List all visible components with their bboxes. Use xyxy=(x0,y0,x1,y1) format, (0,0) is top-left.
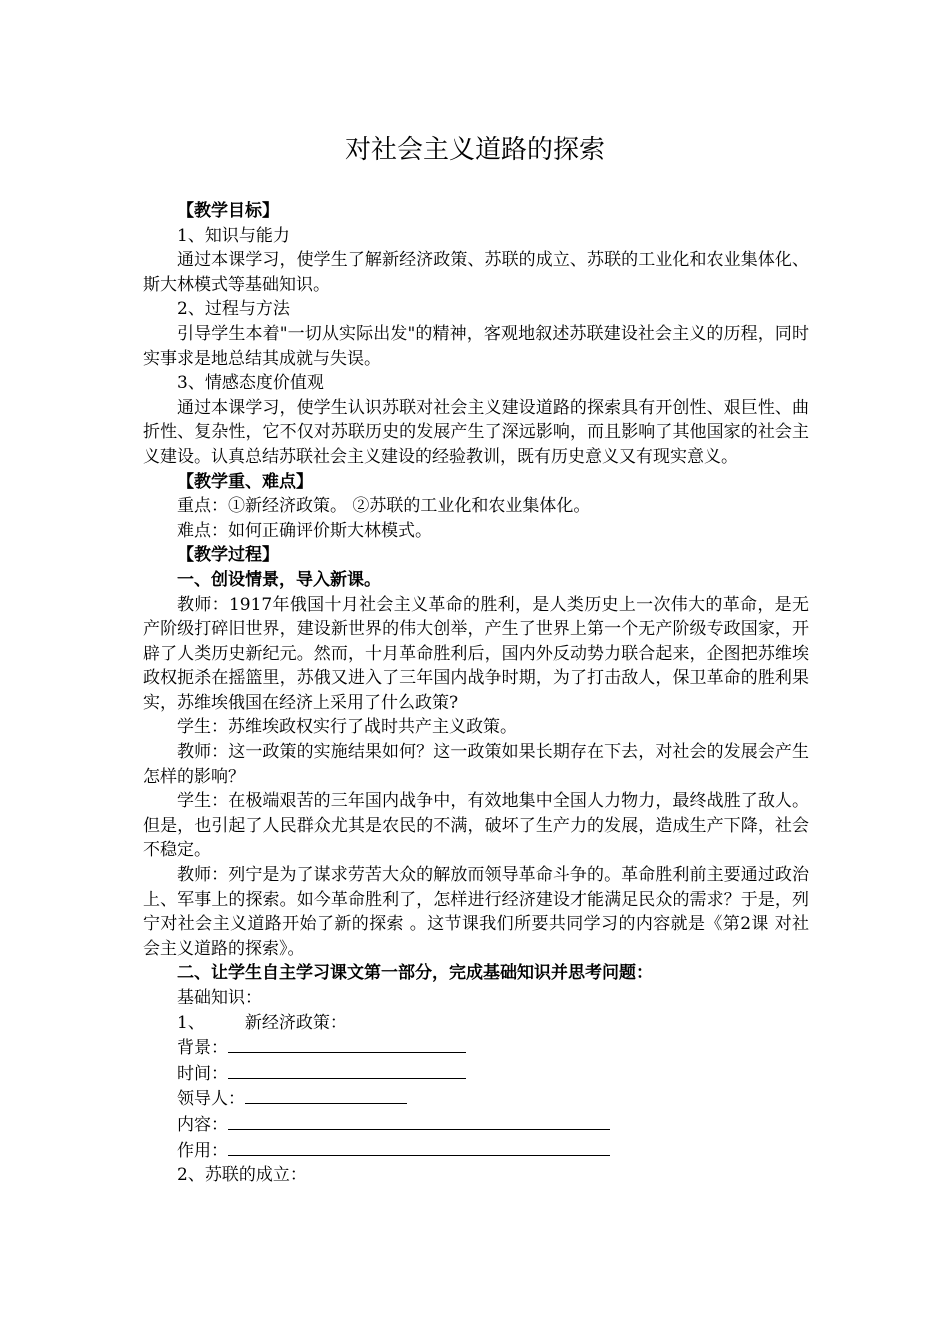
item-1-label: 新经济政策： xyxy=(244,1012,347,1033)
page-title: 对社会主义道路的探索 xyxy=(344,135,605,165)
item-2: 2、苏联的成立： xyxy=(177,1165,307,1186)
field-content-label: 内容： xyxy=(177,1114,228,1135)
dialogue-paragraph: 学生：在极端艰苦的三年国内战争中，有效地集中全国人力物力，最终战胜了敌人。但是，也引起了人民群众尤其是农民的不满，破坏了生产力的发展，造成生产下降，社会不稳定。 xyxy=(143,791,809,861)
document-body xyxy=(143,199,809,1188)
dialogue-paragraph: 教师：列宁是为了谋求劳苦大众的解放而领导革命斗争的。革命胜利前主要通过政治上、军事上的探索。如今革命胜利了，怎样进行经济建设才能满足民众的需求？于是，列宁对社会主义道路开始了新的探索 。这节课我们所要共同学习的内容就是《第2课 对社会主义道路的探索》。 xyxy=(143,865,809,959)
content-blank[interactable] xyxy=(228,1112,610,1130)
field-background-label: 背景： xyxy=(177,1038,228,1059)
dialogue-paragraph: 教师：1917年俄国十月社会主义革命的胜利，是人类历史上一次伟大的革命，是无产阶级打碎旧世界，建设新世界的伟大创举，产生了世界上第一个无产阶级专政国家，开辟了人类历史新纪元。然而，十月革命胜利后，国内外反动势力联合起来，企图把苏维埃政权扼杀在摇篮里，苏俄又进入了三年国内战争时期，为了打击敌人，保卫革命的胜利果实，苏维埃俄国在经济上采用了什么政策? xyxy=(143,594,809,713)
basics-label: 基础知识： xyxy=(177,988,262,1008)
teaching-process-heading: 【教学过程】 xyxy=(177,545,279,566)
effect-blank[interactable] xyxy=(228,1138,610,1156)
dialogue-paragraph: 教师：这一政策的实施结果如何？这一政策如果长期存在下去，对社会的发展会产生怎样的影响？ xyxy=(143,742,809,787)
leader-blank[interactable] xyxy=(245,1086,407,1104)
key-points-heading: 【教学重、难点】 xyxy=(177,471,313,492)
field-time-label: 时间： xyxy=(177,1063,228,1084)
section-1-title: 一、创设情景，导入新课。 xyxy=(177,569,381,590)
process-method-title: 2、过程与方法 xyxy=(177,299,290,320)
field-background xyxy=(143,1035,809,1061)
field-time xyxy=(143,1061,809,1087)
dialogue-paragraph: 学生：苏维埃政权实行了战时共产主义政策。 xyxy=(177,717,517,738)
emotion-title: 3、情感态度价值观 xyxy=(177,373,324,394)
field-content xyxy=(143,1112,809,1138)
item-1-number: 1、 xyxy=(177,1012,205,1033)
emotion-text: 通过本课学习，使学生认识苏联对社会主义建设道路的探索具有开创性、艰巨性、曲折性、复杂性，它不仅对苏联历史的发展产生了深远影响，而且影响了其他国家的社会主义建设。认真总结苏联社会主义建设的经验教训，既有历史意义又有现实意义。 xyxy=(143,397,809,467)
item-1 xyxy=(143,1011,809,1036)
field-effect xyxy=(143,1138,809,1164)
field-leader xyxy=(143,1086,809,1112)
knowledge-title: 1、知识与能力 xyxy=(177,225,290,246)
background-blank[interactable] xyxy=(228,1035,466,1053)
time-blank[interactable] xyxy=(228,1061,466,1079)
objectives-heading: 【教学目标】 xyxy=(177,201,279,221)
field-effect-label: 作用： xyxy=(177,1140,228,1161)
field-leader-label: 领导人： xyxy=(177,1089,245,1110)
process-method-text: 引导学生本着"一切从实际出发"的精神，客观地叙述苏联建设社会主义的历程，同时实事求是地总结其成就与失误。 xyxy=(143,323,809,369)
focus-text: 重点：①新经济政策。 ②苏联的工业化和农业集体化。 xyxy=(177,496,591,517)
difficulty-text: 难点：如何正确评价斯大林模式。 xyxy=(177,520,432,541)
section-2-title: 二、让学生自主学习课文第一部分，完成基础知识并思考问题： xyxy=(177,963,653,984)
knowledge-text: 通过本课学习，使学生了解新经济政策、苏联的成立、苏联的工业化和农业集体化、斯大林模式等基础知识。 xyxy=(143,250,809,295)
